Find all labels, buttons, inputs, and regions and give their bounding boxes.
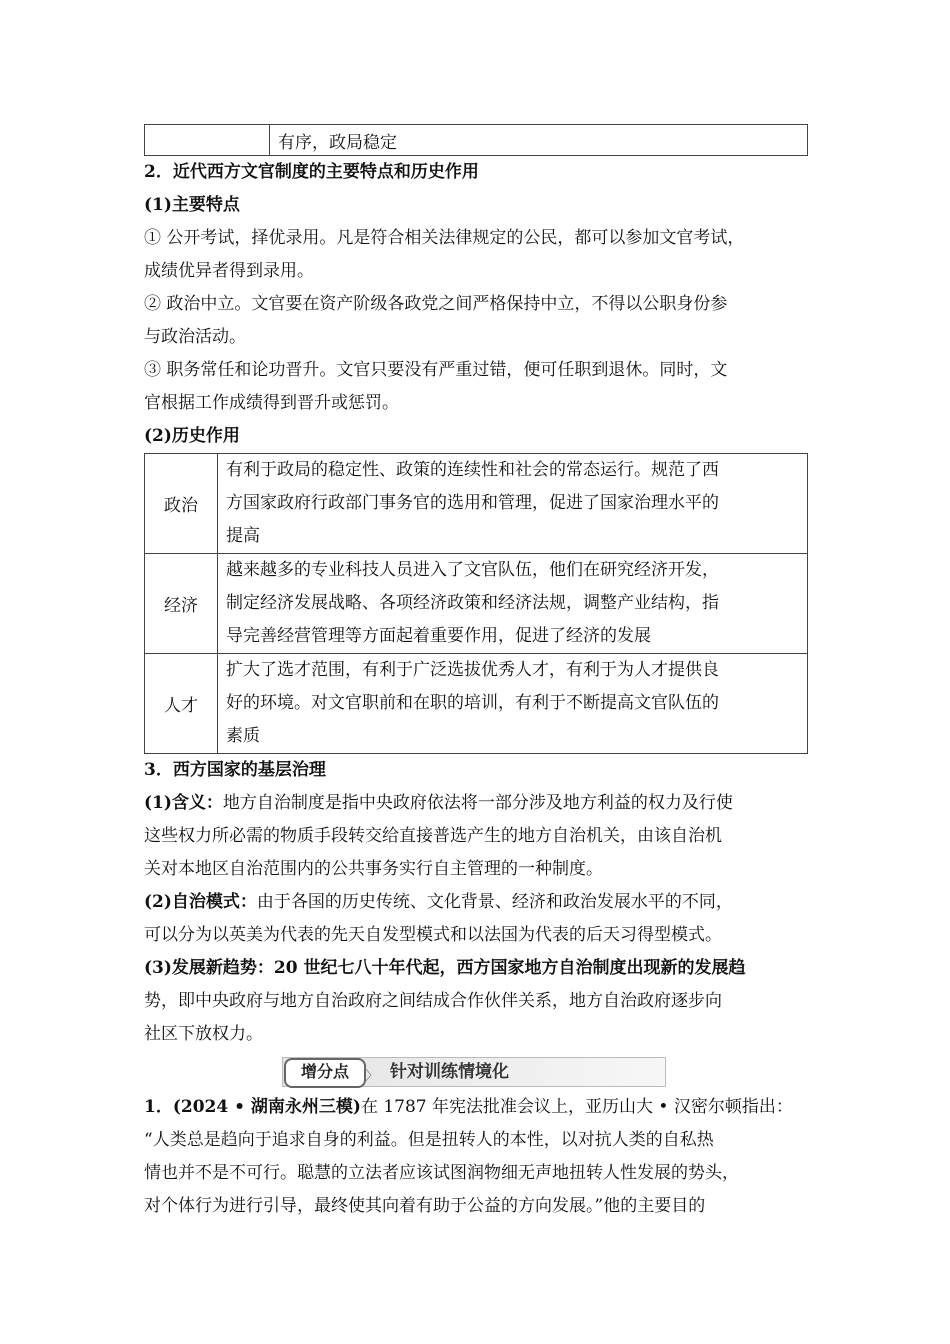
feature-1-line: 成绩优异者得到录用。 [144,261,314,281]
question-1-line [144,1091,808,1124]
desc-line: 提高 [226,526,260,546]
row-label-economy: 经济 [145,554,218,654]
page-content [144,124,808,1223]
question-1-text: 在 1787 年宪法批准会议上，亚历山大 • 汉密尔顿指出： [360,1097,793,1117]
subheading-features: (1)主要特点 [144,195,240,215]
section-2-heading: 2．近代西方文官制度的主要特点和历史作用 [144,162,479,182]
table-cell-empty [145,125,270,156]
desc-line: 方国家政府行政部门事务官的选用和管理，促进了国家治理水平的 [226,493,719,513]
desc-line: 素质 [226,726,260,746]
desc-line: 制定经济发展战略、各项经济政策和经济法规，调整产业结构，指 [226,593,719,613]
row-label-talent: 人才 [145,654,218,754]
desc-line: 越来越多的专业科技人员进入了文官队伍，他们在研究经济开发， [226,560,719,580]
practice-banner [282,1057,664,1087]
question-1-line: 情也并不是不可行。聪慧的立法者应该试图润物细无声地扭转人性发展的势头， [144,1163,739,1183]
definition-line: 关对本地区自治范围内的公共事务实行自主管理的一种制度。 [144,859,603,879]
feature-2-line: 与政治活动。 [144,327,246,347]
table-row [145,125,808,156]
feature-3-line: 官根据工作成绩得到晋升或惩罚。 [144,393,399,413]
trend-label: (3)发展新趋势： [144,958,274,978]
chevron-right-icon: 〉 [364,1066,381,1085]
desc-line: 扩大了选才范围，有利于广泛选拔优秀人才，有利于为人才提供良 [226,660,719,680]
definition-text: 地方自治制度是指中央政府依法将一部分涉及地方利益的权力及行使 [222,793,733,813]
mode-line [144,886,808,919]
banner-tag: 增分点 [284,1058,366,1088]
definition-line [144,787,808,820]
desc-line: 有利于政局的稳定性、政策的连续性和社会的常态运行。规范了西 [226,460,719,480]
question-1-line: “人类总是趋向于追求自身的利益。但是扭转人的本性，以对抗人类的自私热 [144,1130,714,1150]
definition-line: 这些权力所必需的物质手段转交给直接普选产生的地方自治机关，由该自治机 [144,826,722,846]
trend-line: 势，即中央政府与地方自治政府之间结成合作伙伴关系，地方自治政府逐步向 [144,991,722,1011]
row-description [218,454,808,554]
trend-text: 20 世纪七八十年代起，西方国家地方自治制度出现新的发展趋 [273,958,746,978]
definition-label: (1)含义： [144,793,223,813]
mode-line: 可以分为以英美为代表的先天自发型模式和以法国为代表的后天习得型模式。 [144,925,722,945]
historical-role-table [144,453,808,754]
question-1-source: 1．(2024 • 湖南永州三模) [144,1097,361,1117]
question-1-line: 对个体行为进行引导，最终使其向着有助于公益的方向发展。”他的主要目的 [144,1196,706,1216]
banner-title: 针对训练情境化 [390,1062,509,1082]
feature-1-line: ① 公开考试，择优录用。凡是符合相关法律规定的公民，都可以参加文官考试， [144,228,745,248]
continued-table [144,124,808,156]
table-row [145,454,808,554]
mode-label: (2)自治模式： [144,892,257,912]
desc-line: 好的环境。对文官职前和在职的培训，有利于不断提高文官队伍的 [226,693,719,713]
trend-line [144,952,808,985]
mode-text: 由于各国的历史传统、文化背景、经济和政治发展水平的不同， [256,892,733,912]
section-3-heading: 3．西方国家的基层治理 [144,760,326,780]
feature-2-line: ② 政治中立。文官要在资产阶级各政党之间严格保持中立，不得以公职身份参 [144,294,728,314]
subheading-role: (2)历史作用 [144,426,240,446]
trend-line: 社区下放权力。 [144,1024,263,1044]
table-cell: 有序，政局稳定 [270,125,808,156]
desc-line: 导完善经营管理等方面起着重要作用，促进了经济的发展 [226,626,651,646]
row-label-politics: 政治 [145,454,218,554]
feature-3-line: ③ 职务常任和论功晋升。文官只要没有严重过错，便可任职到退休。同时，文 [144,360,728,380]
row-description [218,554,808,654]
row-description [218,654,808,754]
table-row [145,554,808,654]
table-row [145,654,808,754]
